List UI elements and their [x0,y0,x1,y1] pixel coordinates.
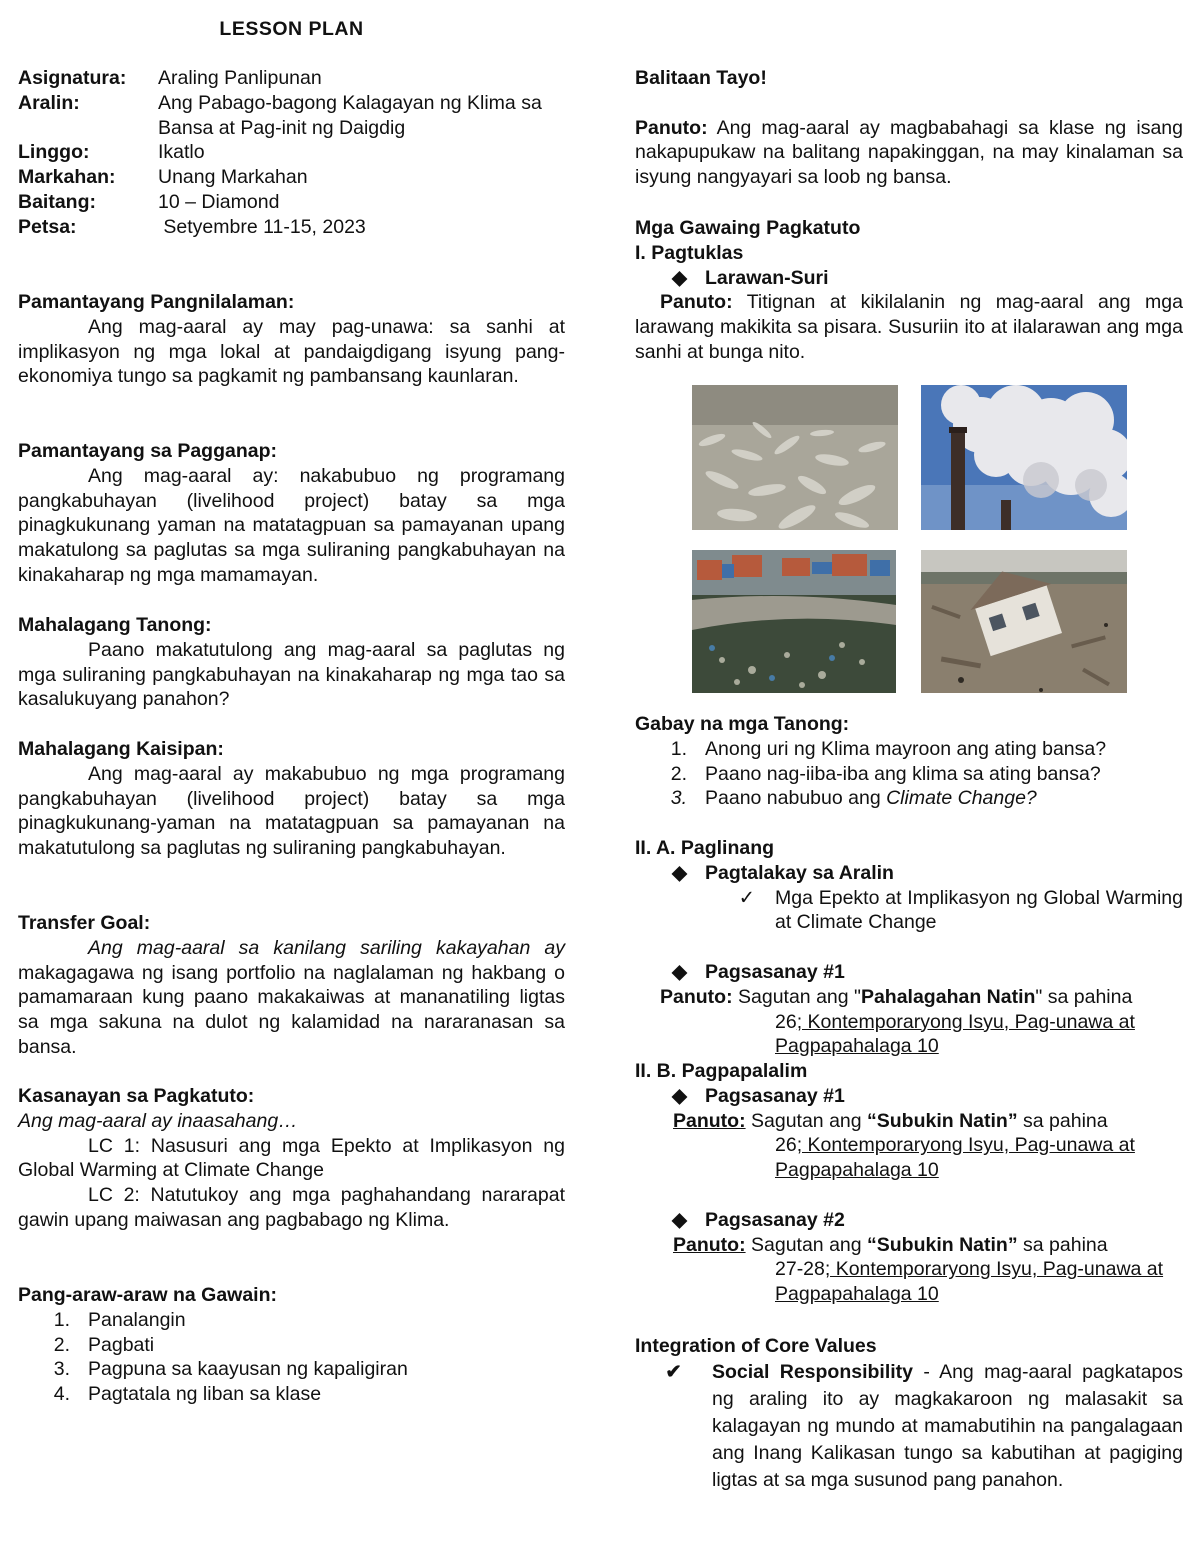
panuto-label: Panuto: [660,985,733,1008]
smokestack-pollution-photo [921,385,1127,530]
section-pamantayang-pagganap [18,439,565,588]
kasanayan-intro: Ang mag-aaral ay inaasahang… [18,1109,298,1132]
panuto-text: Sagutan ang [745,1233,868,1256]
section-kasanayan [18,1084,565,1233]
section-mahalagang-tanong [18,613,565,712]
section-body: Ang mag-aaral ay may pag-unawa: sa sanhi at implikasyon ng mga lokal at pandaigdigang isyung pang-ekonomiya tungo sa pagkamit ng pambansang kaunlaran. [18,315,565,388]
meta-key: Baitang: [18,190,96,213]
core-value-title: Social Responsibility [712,1360,914,1383]
meta-key: Linggo: [18,141,90,164]
list-number: 1. [53,1308,70,1331]
section-body: Ang mag-aaral ay: nakabubuo ng programang pangkabuhayan (livelihood project) batay sa mga pinagkukunang yaman na matatagpuan sa pamayanan upang makatulong sa paglutas sa mga suliraning pangkabuhayan na kinakaharap ng mga mamamayan. [18,464,565,586]
section-core-values [635,1334,1183,1494]
transfer-goal-italic: Ang mag-aaral sa kanilang sariling kakayahan ay [88,936,565,959]
meta-row-markahan [18,165,565,190]
section-heading: Gabay na mga Tanong: [635,713,850,735]
diamond-bullet-icon: ◆ [672,266,687,289]
section-transfer-goal [18,911,565,1060]
diamond-bullet-icon: ◆ [672,1084,687,1107]
meta-value: Ikatlo [158,141,205,164]
list-text: Anong uri ng Klima mayroon ang ating bansa? [705,737,1107,760]
section-pagpapalalim [635,1059,1183,1307]
checkmark-icon: ✔ [665,1360,682,1383]
panuto-bold: “Subukin Natin” [867,1233,1018,1256]
section-paglinang [635,836,1183,1059]
panuto-bold: “Subukin Natin” [867,1109,1018,1132]
list-text: Paano nag-iiba-iba ang klima sa ating bansa? [705,762,1101,785]
section-heading: II. B. Pagpapalalim [635,1060,808,1082]
section-heading: Balitaan Tayo! [635,67,767,89]
core-value-text: - Ang mag-aaral pagkatapos ng araling ito ay magkakaroon ng malasakit sa kalagayan ng mundo at mamabutihin na pangalagaan ang Inang Kalikasan tungo sa kabutihan at pagiging ligtas at sa mga susunod pang panahon. [712,1360,1183,1491]
dead-fish-photo [692,385,898,530]
list-text: Pagpuna sa kaayusan ng kapaligiran [88,1358,408,1381]
section-body: Paano makatutulong ang mag-aaral sa paglutas ng mga suliraning pangkabuhayan na kinakaharap ng mga tao sa kasalukuyang panahon? [18,638,565,711]
book-reference: ; Kontemporaryong Isyu, Pag-unawa at Pagpapahalaga 10 [775,1010,1135,1058]
diamond-bullet-icon: ◆ [672,861,687,884]
section-mahalagang-kaisipan [18,737,565,861]
section-gabay [635,712,1183,811]
page-number: 27-28 [775,1258,825,1281]
section-heading: Transfer Goal: [18,912,151,934]
pagtalakay-label: Pagtalakay sa Aralin [705,861,894,884]
section-body: Ang mag-aaral ay makabubuo ng mga programang pangkabuhayan (livelihood project) batay sa mga pinagkukunang-yaman na matatagpuan sa pamayanan na makatutulong sa paglutas ng suliraning pangkabuhayan. [18,762,565,860]
list-text: Pagtatala ng liban sa klase [88,1383,322,1406]
checkmark-icon: ✓ [738,886,755,909]
meta-row-petsa [18,215,565,240]
list-item [635,786,1183,811]
section-body: makagagawa ng isang portfolio na naglalaman ng hakbang o pamamaraan kung paano makakaiwas at mananatiling ligtas sa mga sakuna na dulot ng kalamidad na nararanasan sa bansa. [18,961,565,1058]
meta-key: Asignatura: [18,67,127,89]
damaged-house-photo [921,550,1127,693]
section-heading: Integration of Core Values [635,1335,877,1357]
meta-value: Unang Markahan [158,166,308,189]
pagsasanay-title: Pagsasanay #1 [705,960,845,983]
section-pamantayang-pangnilalaman [18,290,565,389]
panuto-text: Titignan at kikilalanin ng mag-aaral ang mga larawang makikita sa pisara. Susuriin ito at ilalarawan ang mga sanhi at bunga nito. [635,291,1183,363]
panuto-text: Sagutan ang " [732,985,861,1008]
list-text: Paano nabubuo ang [705,787,887,810]
panuto-text: Ang mag-aaral ay magbabahagi sa klase ng isang nakapupukaw na balitang napakinggan, na may kinalaman sa isyung nangyayari sa loob ng bansa. [635,116,1183,189]
section-heading: Pamantayang Pangnilalaman: [18,291,295,313]
book-reference: ; Kontemporaryong Isyu, Pag-unawa at Pagpapahalaga 10 [775,1134,1135,1182]
section-gawain [635,216,1183,365]
polluted-river-photo [692,550,896,693]
meta-row-baitang [18,190,565,215]
list-number: 2. [53,1333,70,1356]
section-balitaan [635,66,1183,190]
lc-2: LC 2: Natutukoy ang mga paghahandang nararapat gawin upang maiwasan ang pagbabago ng Klima. [18,1184,565,1231]
list-text-italic: Climate Change? [886,787,1037,810]
section-heading: Mahalagang Kaisipan: [18,738,224,760]
list-item [18,1333,565,1358]
section-heading: Mga Gawaing Pagkatuto [635,217,861,239]
meta-row-linggo [18,140,565,165]
meta-key: Markahan: [18,166,116,189]
list-item [18,1357,565,1382]
meta-value: Araling Panlipunan [158,67,322,89]
page-number: 26 [775,1134,797,1157]
list-item [635,762,1183,787]
list-item [635,737,1183,762]
section-heading: Kasanayan sa Pagkatuto: [18,1085,255,1107]
page-title: LESSON PLAN [219,18,364,40]
daily-activities-list [18,1308,565,1407]
subheading-pagtuklas: I. Pagtuklas [635,241,744,264]
section-heading: Mahalagang Tanong: [18,614,212,636]
pagsasanay-title: Pagsasanay #2 [705,1208,845,1231]
diamond-bullet-icon: ◆ [672,1208,687,1231]
list-text: Pagbati [88,1333,155,1356]
panuto-label: Panuto: [635,116,708,139]
pagsasanay-title: Pagsasanay #1 [705,1084,845,1107]
list-text: Panalangin [88,1308,186,1331]
diamond-bullet-icon: ◆ [672,960,687,983]
panuto-text: sa pahina [1017,1233,1108,1256]
meta-row-asignatura [18,66,565,91]
panuto-text: Sagutan ang [745,1109,868,1132]
meta-row-aralin [18,91,565,141]
list-number: 2. [670,762,687,785]
panuto-label: Panuto: [673,1233,746,1256]
meta-value: 10 – Diamond [158,190,280,213]
list-item [18,1308,565,1333]
section-heading: Pamantayang sa Pagganap: [18,440,278,462]
panuto-bold: Pahalagahan Natin [860,985,1036,1008]
list-number: 3. [53,1358,70,1381]
check-item-text: Mga Epekto at Implikasyon ng Global Warming at Climate Change [775,886,1183,934]
lc-1: LC 1: Nasusuri ang mga Epekto at Implikasyon ng Global Warming at Climate Change [18,1134,565,1182]
list-number: 1. [670,737,687,760]
lesson-meta [18,66,565,240]
section-heading: II. A. Paglinang [635,837,775,859]
meta-value: Setyembre 11-15, 2023 [158,215,366,238]
section-heading: Pang-araw-araw na Gawain: [18,1284,277,1306]
panuto-text: " sa pahina [1035,985,1133,1008]
panuto-label: Panuto: [673,1109,746,1132]
list-number: 3. [670,787,687,810]
photo-grid [692,385,1127,693]
panuto-label: Panuto: [660,291,733,314]
meta-key: Aralin: [18,91,80,114]
list-item [18,1382,565,1407]
book-reference: ; Kontemporaryong Isyu, Pag-unawa at Pagpapahalaga 10 [775,1258,1164,1306]
page-number: 26 [775,1010,797,1033]
list-number: 4. [53,1383,70,1406]
larawan-suri-label: Larawan-Suri [705,266,829,289]
panuto-text: sa pahina [1017,1109,1108,1132]
guide-questions-list [635,737,1183,811]
meta-key: Petsa: [18,215,77,238]
section-pang-araw-araw [18,1283,565,1407]
meta-value: Ang Pabago-bagong Kalagayan ng Klima sa Bansa at Pag-init ng Daigdig [158,91,542,139]
